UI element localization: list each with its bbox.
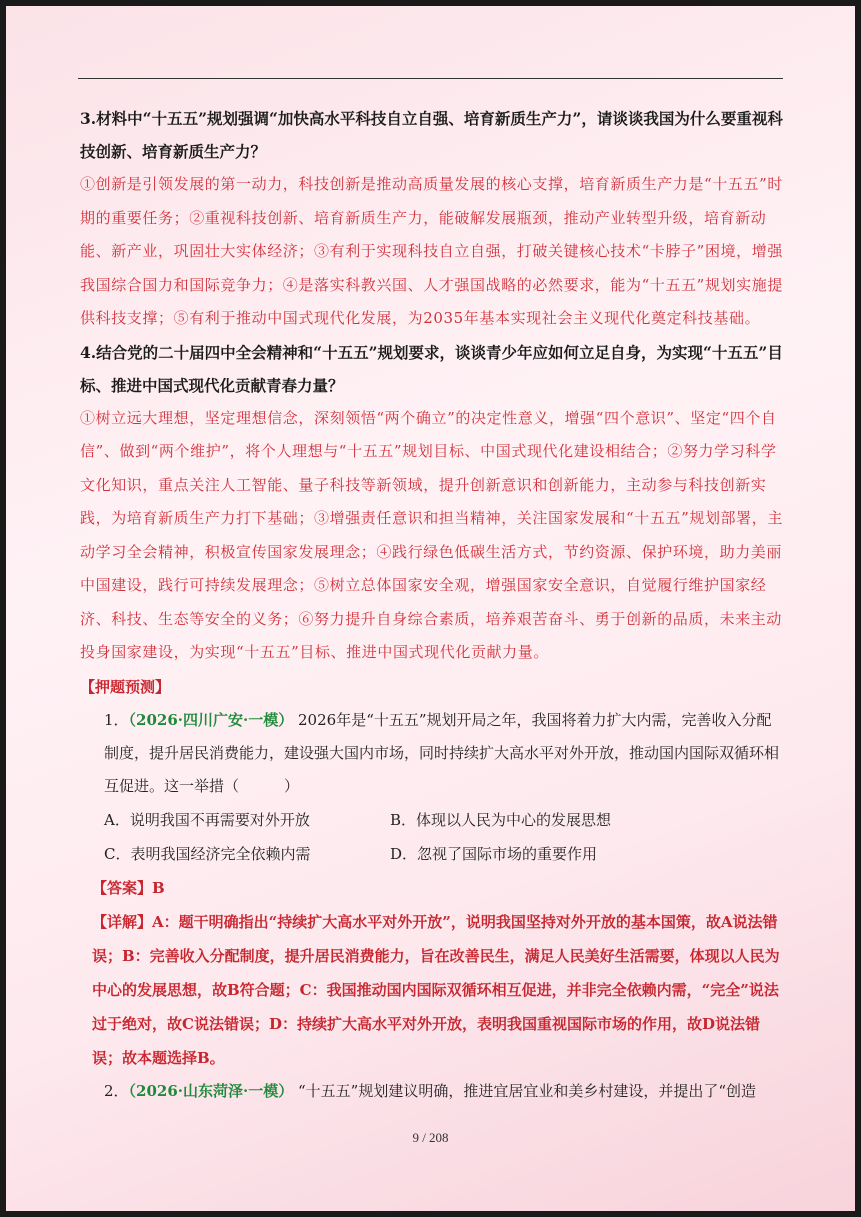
problem-2-source-tag: （2026·山东菏泽·一模） xyxy=(128,1081,294,1100)
problem-1-text: 2026年是“十五五”规划开局之年，我国将着力扩大内需，完善收入分配制度，提升居民消费能力，建设强大国内市场，同时持续扩大高水平对外开放，推动国内国际双循环相互促进。这一举措（ ） xyxy=(104,710,780,795)
option-a: A．说明我国不再需要对外开放 xyxy=(104,810,310,829)
section-title: 【押题预测】 xyxy=(80,677,171,696)
options-row-1 xyxy=(80,803,786,837)
option-d: D．忽视了国际市场的重要作用 xyxy=(390,844,598,863)
question-3-answer: ①创新是引领发展的第一动力，科技创新是推动高质量发展的核心支撑，培育新质生产力是“十五五”时期的重要任务；②重视科技创新、培育新质生产力，能破解发展瓶颈，推动产业转型升级，培育新动能、新产业，巩固壮大实体经济；③有利于实现科技自立自强，打破关键核心技术“卡脖子”困境，增强我国综合国力和国际竞争力；④是落实科教兴国、人才强国战略的必然要求，能为“十五五”规划实施提供科技支撑；⑤有利于推动中国式现代化发展，为2035年基本实现社会主义现代化奠定科技基础。 xyxy=(80,175,783,327)
header-rule xyxy=(78,78,783,79)
question-4-title: 4.结合党的二十届四中全会精神和“十五五”规划要求，谈谈青少年应如何立足自身，为实现“十五五”目标、推进中国式现代化贡献青春力量？ xyxy=(80,342,783,395)
problem-2-text: “十五五”规划建议明确，推进宜居宜业和美乡村建设，并提出了“创造 xyxy=(293,1081,757,1100)
problem-2-stem xyxy=(80,1075,786,1108)
problem-1-number: 1． xyxy=(104,710,129,729)
problem-1-source-tag: （2026·四川广安·一模） xyxy=(128,710,294,729)
page-number: 9 / 208 xyxy=(412,1130,449,1145)
problem-1-answer: 【答案】B xyxy=(92,878,165,897)
options-row-2 xyxy=(80,837,786,871)
document-page xyxy=(6,6,855,1211)
page-content xyxy=(80,102,786,1108)
problem-2-number: 2． xyxy=(104,1081,129,1100)
problem-1-stem xyxy=(80,704,786,803)
question-4-answer: ①树立远大理想，坚定理想信念，深刻领悟“两个确立”的决定性意义，增强“四个意识”、坚定“四个自信”、做到“两个维护”，将个人理想与“十五五”规划目标、中国式现代化建设相结合；②努力学习科学文化知识，重点关注人工智能、量子科技等新领域，提升创新意识和创新能力，主动参与科技创新实践，为培育新质生产力打下基础；③增强责任意识和担当精神，关注国家发展和“十五五”规划部署，主动学习全会精神，积极宣传国家发展理念；④践行绿色低碳生活方式，节约资源、保护环境，助力美丽中国建设，践行可持续发展理念；⑤树立总体国家安全观，增强国家安全意识，自觉履行维护国家经济、科技、生态等安全的义务；⑥努力提升自身综合素质，培养艰苦奋斗、勇于创新的品质，未来主动投身国家建设，为实现“十五五”目标、推进中国式现代化贡献力量。 xyxy=(80,408,783,661)
option-b: B．体现以人民为中心的发展思想 xyxy=(390,810,612,829)
problem-1-detail: 【详解】A：题干明确指出“持续扩大高水平对外开放”，说明我国坚持对外开放的基本国策，故A说法错误；B：完善收入分配制度，提升居民消费能力，旨在改善民生，满足人民美好生活需要，体现以人民为中心的发展思想，故B符合题；C：我国推动国内国际双循环相互促进，并非完全依赖内需，“完全”说法过于绝对，故C说法错误；D：持续扩大高水平对外开放，表明我国重视国际市场的作用，故D说法错误；故本题选择B。 xyxy=(92,912,780,1067)
question-3-title: 3.材料中“十五五”规划强调“加快高水平科技自立自强、培育新质生产力”，请谈谈我国为什么要重视科技创新、培育新质生产力？ xyxy=(80,109,783,161)
option-c: C．表明我国经济完全依赖内需 xyxy=(104,844,311,863)
